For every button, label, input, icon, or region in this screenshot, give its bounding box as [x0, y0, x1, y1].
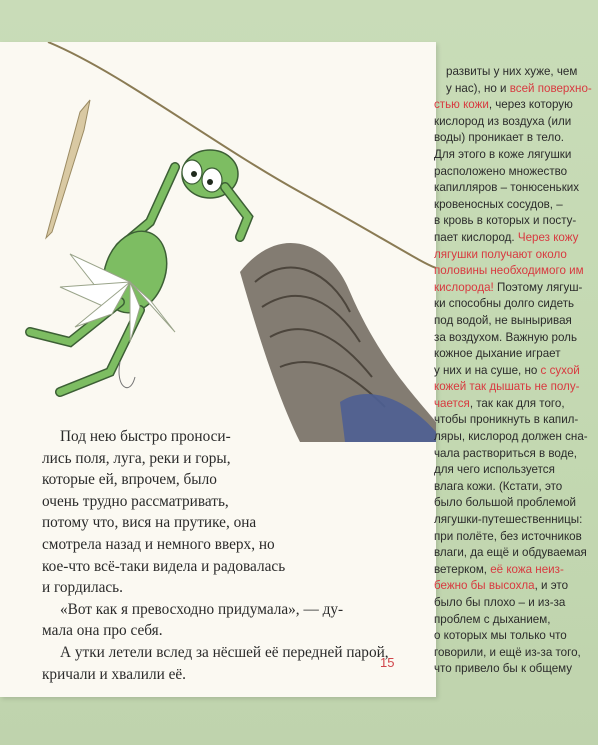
sidebar-line: за воздухом. Важную роль: [434, 330, 577, 344]
sidebar-highlight: кислорода!: [434, 280, 494, 294]
story-line: Под нею быстро проноси-: [60, 428, 231, 445]
sidebar-text: , так как для того,: [469, 396, 565, 410]
frog-and-duck-illustration: [0, 42, 436, 442]
story-line: кое-что всё-таки видела и радовалась: [42, 557, 286, 575]
sidebar-line: расположено множество: [434, 164, 568, 178]
story-line: смотрела назад и немного вверх, но: [42, 535, 275, 553]
sidebar-line: [434, 81, 596, 98]
sidebar-line: что привело бы к общему: [434, 662, 573, 676]
sidebar-line: под водой, не выныривая: [434, 313, 572, 327]
sidebar-line: [434, 578, 596, 595]
sidebar-line: лягушки-путешественницы:: [434, 513, 583, 527]
sidebar-line: капилляров – тонюсеньких: [434, 181, 580, 195]
sidebar-line: воды) проникает в тело.: [434, 131, 565, 145]
sidebar-highlight: стью кожи: [434, 98, 489, 112]
sidebar-line: для чего используется: [434, 463, 555, 477]
sidebar-text: у нас), но и: [446, 81, 510, 95]
story-line: мала она про себя.: [42, 622, 163, 640]
story-line: и гордилась.: [42, 579, 123, 597]
story-line: А утки летели вслед за нёсшей её передней парой,: [60, 643, 389, 661]
sidebar-line: ляры, кислород должен сна-: [434, 430, 588, 444]
science-sidebar: [434, 64, 596, 678]
sidebar-line: влаги, да ещё и обдуваемая: [434, 546, 587, 560]
sidebar-text: пает кислород.: [434, 230, 518, 244]
sidebar-line: кровеносных сосудов, –: [434, 197, 563, 211]
sidebar-text: Поэтому лягуш-: [493, 280, 583, 294]
story-line: очень трудно рассматривать,: [42, 492, 229, 510]
sidebar-highlight: чается: [434, 396, 470, 410]
sidebar-line: [434, 280, 596, 297]
sidebar-highlight: всей поверхно-: [509, 81, 592, 95]
sidebar-line: было большой проблемой: [434, 496, 577, 510]
sidebar-highlight: её кожа неиз-: [490, 562, 564, 576]
sidebar-highlight: бежно бы высохла: [434, 579, 535, 593]
sidebar-line: чтобы проникнуть в капил-: [434, 413, 579, 427]
sidebar-line: [434, 230, 596, 247]
story-line: кричали и хвалили её.: [42, 665, 186, 683]
sidebar-line: проблем с дыханием,: [434, 612, 551, 626]
sidebar-line: при полёте, без источников: [434, 529, 582, 543]
story-line: которые ей, впрочем, было: [42, 471, 217, 489]
sidebar-text: у них и на суше, но: [434, 363, 541, 377]
sidebar-line: [434, 396, 596, 413]
sidebar-line: чала раствориться в воде,: [434, 446, 578, 460]
story-line: «Вот как я превосходно придумала», — ду-: [60, 600, 344, 618]
sidebar-line: [434, 562, 596, 579]
sidebar-line: ки способны долго сидеть: [434, 297, 575, 311]
sidebar-line: кислород из воздуха (или: [434, 114, 572, 128]
sidebar-line: [434, 363, 596, 380]
sidebar-line: влага кожи. (Кстати, это: [434, 479, 563, 493]
sidebar-highlight: с сухой: [540, 363, 580, 377]
sidebar-highlight: кожей так дышать не полу-: [434, 380, 580, 394]
sidebar-line: кожное дыхание играет: [434, 347, 561, 361]
doodle: [119, 362, 135, 388]
page-number: 15: [380, 655, 395, 670]
sidebar-line: Для этого в коже лягушки: [434, 147, 572, 161]
sidebar-text: ветерком,: [434, 562, 491, 576]
sidebar-text: , через которую: [488, 98, 573, 112]
sidebar-highlight: половины необходимого им: [434, 264, 584, 278]
sidebar-line: говорили, и ещё из-за того,: [434, 645, 581, 659]
sidebar-highlight: Через кожу: [517, 230, 579, 244]
sidebar-text: , и это: [534, 579, 569, 593]
twig-leaf: [46, 100, 90, 238]
sidebar-line: [434, 97, 596, 114]
sidebar-text: развиты у них хуже, чем: [446, 65, 578, 78]
sidebar-line: в кровь в которых и посту-: [434, 214, 577, 228]
story-line: лись поля, луга, реки и горы,: [42, 449, 231, 467]
sidebar-line: [434, 64, 596, 81]
sidebar-line: о которых мы только что: [434, 629, 567, 643]
story-line: потому что, вися на прутике, она: [42, 514, 257, 532]
sidebar-line: было бы плохо – и из-за: [434, 596, 566, 609]
duck-wing: [240, 243, 436, 442]
sidebar-highlight: лягушки получают около: [434, 247, 567, 261]
